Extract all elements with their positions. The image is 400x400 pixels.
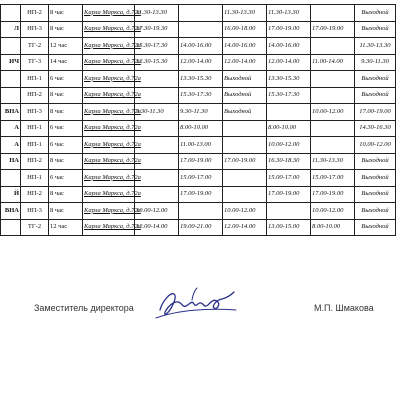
day-3-cell: 11.30-13.30 (223, 5, 267, 22)
group-cell: НП-1 (21, 120, 49, 137)
day-6-cell: 9.30-11.30 (355, 54, 396, 71)
table-row (1, 54, 396, 71)
schedule-table (0, 4, 396, 236)
day-1-cell (135, 71, 179, 88)
day-4-cell: 12.00-14.00 (267, 54, 311, 71)
group-cell: НП-2 (21, 87, 49, 104)
hours-cell: 12 час (49, 38, 83, 55)
day-2-cell: 12.00-14.00 (179, 54, 223, 71)
day-4-cell: 10.00-12.00 (267, 137, 311, 154)
signatory-name: М.П. Шмакова (314, 303, 374, 313)
day-5-cell: 10.00-12.00 (311, 104, 355, 121)
day-1-cell (135, 120, 179, 137)
day-1-cell (135, 137, 179, 154)
table-row (1, 71, 396, 88)
day-1-cell: 12.00-14.00 (135, 219, 179, 236)
day-1-cell (135, 153, 179, 170)
table-row (1, 104, 396, 121)
day-3-cell: 10.00-12.00 (223, 203, 267, 220)
signature-mark (148, 280, 243, 328)
day-4-cell: 17.00-19.00 (267, 21, 311, 38)
day-6-cell: Выходной (355, 21, 396, 38)
day-1-cell: 12.30-15.30 (135, 54, 179, 71)
hours-cell: 8 час (49, 186, 83, 203)
teacher-name-cell (1, 5, 21, 22)
day-2-cell (179, 21, 223, 38)
day-5-cell: 11.00-14.00 (311, 54, 355, 71)
group-cell: НП-1 (21, 170, 49, 187)
day-5-cell (311, 87, 355, 104)
day-3-cell: 17.00-19.00 (223, 153, 267, 170)
group-cell: НП-3 (21, 21, 49, 38)
day-6-cell: Выходной (355, 153, 396, 170)
day-6-cell: 17.00-19.00 (355, 104, 396, 121)
day-4-cell: 13.00-15.00 (267, 219, 311, 236)
day-6-cell: Выходной (355, 87, 396, 104)
teacher-name-cell: НА (1, 153, 21, 170)
day-6-cell: Выходной (355, 219, 396, 236)
day-2-cell (179, 203, 223, 220)
address-cell: Карла Маркса, д.72а (83, 219, 135, 236)
hours-cell: 6 час (49, 71, 83, 88)
hours-cell: 8 час (49, 203, 83, 220)
day-2-cell: 11.00-13.00 (179, 137, 223, 154)
teacher-name-cell: Л (1, 21, 21, 38)
table-row (1, 87, 396, 104)
address-cell: Карла Маркса, д.72а (83, 38, 135, 55)
group-cell: ТГ-2 (21, 219, 49, 236)
day-4-cell: 8.00-10.00 (267, 120, 311, 137)
teacher-name-cell (1, 38, 21, 55)
table-row (1, 120, 396, 137)
day-3-cell (223, 170, 267, 187)
hours-cell: 8 час (49, 87, 83, 104)
day-2-cell (179, 5, 223, 22)
day-6-cell: Выходной (355, 170, 396, 187)
teacher-name-cell: А (1, 137, 21, 154)
day-1-cell (135, 186, 179, 203)
group-cell: НП-2 (21, 5, 49, 22)
day-5-cell: 17.00-19.00 (311, 21, 355, 38)
day-5-cell (311, 5, 355, 22)
hours-cell: 6 час (49, 120, 83, 137)
group-cell: НП-3 (21, 203, 49, 220)
day-3-cell: Выходной (223, 71, 267, 88)
group-cell: ТГ-3 (21, 54, 49, 71)
group-cell: НП-1 (21, 137, 49, 154)
group-cell: НП-1 (21, 71, 49, 88)
signatory-title: Заместитель директора (34, 303, 134, 313)
address-cell: Карла Маркса, д.72а (83, 54, 135, 71)
address-cell: Карла Маркса, д.72а (83, 170, 135, 187)
table-row (1, 219, 396, 236)
table-row (1, 5, 396, 22)
day-1-cell (135, 87, 179, 104)
day-2-cell: 17.00-19.00 (179, 186, 223, 203)
table-row (1, 137, 396, 154)
day-4-cell: 14.00-16.00 (267, 38, 311, 55)
day-1-cell (135, 170, 179, 187)
day-6-cell: Выходной (355, 71, 396, 88)
hours-cell: 12 час (49, 219, 83, 236)
day-1-cell: 9.30-11.30 (135, 104, 179, 121)
teacher-name-cell (1, 219, 21, 236)
day-5-cell: 11.30-13.30 (311, 153, 355, 170)
address-cell: Карла Маркса, д.72а (83, 137, 135, 154)
hours-cell: 14 час (49, 54, 83, 71)
day-1-cell: 11.30-13.30 (135, 5, 179, 22)
day-6-cell: Выходной (355, 186, 396, 203)
day-4-cell: 16.30-18.30 (267, 153, 311, 170)
day-4-cell: 17.00-19.00 (267, 186, 311, 203)
day-6-cell: 11.30-13.30 (355, 38, 396, 55)
hours-cell: 8 час (49, 21, 83, 38)
address-cell: Карла Маркса, д.72а (83, 186, 135, 203)
day-2-cell: 14.00-16.00 (179, 38, 223, 55)
day-4-cell (267, 104, 311, 121)
day-2-cell: 9.30-11.30 (179, 104, 223, 121)
hours-cell: 8 час (49, 5, 83, 22)
day-2-cell: 15.00-17.00 (179, 170, 223, 187)
group-cell: НП-2 (21, 153, 49, 170)
day-5-cell (311, 120, 355, 137)
address-cell: Карла Маркса, д.72а (83, 5, 135, 22)
teacher-name-cell (1, 71, 21, 88)
day-3-cell (223, 120, 267, 137)
day-2-cell: 17.00-19.00 (179, 153, 223, 170)
table-row (1, 203, 396, 220)
day-4-cell: 13.30-15.30 (267, 71, 311, 88)
day-2-cell: 8.00-10.00 (179, 120, 223, 137)
address-cell: Карла Маркса, д.72а (83, 203, 135, 220)
day-6-cell: 14.30-16.30 (355, 120, 396, 137)
day-1-cell: 10.00-12.00 (135, 203, 179, 220)
teacher-name-cell: Й (1, 186, 21, 203)
address-cell: Карла Маркса, д.72а (83, 87, 135, 104)
hours-cell: 8 час (49, 104, 83, 121)
day-3-cell: 14.00-16.00 (223, 38, 267, 55)
day-5-cell (311, 71, 355, 88)
table-row (1, 21, 396, 38)
day-5-cell: 10.00-12.00 (311, 203, 355, 220)
group-cell: НП-3 (21, 104, 49, 121)
day-1-cell: 15.30-17.30 (135, 38, 179, 55)
group-cell: ТГ-2 (21, 38, 49, 55)
address-cell: Карла Маркса, д.72а (83, 153, 135, 170)
hours-cell: 6 час (49, 170, 83, 187)
teacher-name-cell: ВНА (1, 203, 21, 220)
table-row (1, 170, 396, 187)
teacher-name-cell: А (1, 120, 21, 137)
teacher-name-cell: ИЧ (1, 54, 21, 71)
day-1-cell: 17.30-19.30 (135, 21, 179, 38)
teacher-name-cell (1, 87, 21, 104)
day-3-cell: Выходной (223, 87, 267, 104)
day-3-cell: 12.00-14.00 (223, 54, 267, 71)
address-cell: Карла Маркса, д.72а (83, 71, 135, 88)
day-6-cell: Выходной (355, 5, 396, 22)
day-3-cell: 12.00-14.00 (223, 219, 267, 236)
day-2-cell: 19.00-21.00 (179, 219, 223, 236)
address-cell: Карла Маркса, д.72а (83, 120, 135, 137)
day-5-cell: 15.00-17.00 (311, 170, 355, 187)
address-cell: Карла Маркса, д.72а (83, 21, 135, 38)
day-4-cell (267, 203, 311, 220)
hours-cell: 6 час (49, 137, 83, 154)
day-3-cell (223, 186, 267, 203)
group-cell: НП-2 (21, 186, 49, 203)
day-2-cell: 13.30-15.30 (179, 71, 223, 88)
teacher-name-cell: ВНА (1, 104, 21, 121)
address-cell: Карла Маркса, д.72а (83, 104, 135, 121)
day-3-cell: Выходной (223, 104, 267, 121)
hours-cell: 8 час (49, 153, 83, 170)
day-5-cell (311, 38, 355, 55)
teacher-name-cell (1, 170, 21, 187)
day-2-cell: 15.30-17.30 (179, 87, 223, 104)
day-6-cell: 10.00-12.00 (355, 137, 396, 154)
table-row (1, 186, 396, 203)
table-row (1, 38, 396, 55)
day-3-cell: 16.00-18.00 (223, 21, 267, 38)
table-row (1, 153, 396, 170)
day-4-cell: 15.00-17.00 (267, 170, 311, 187)
day-4-cell: 15.30-17.30 (267, 87, 311, 104)
day-3-cell (223, 137, 267, 154)
day-5-cell: 17.00-19.00 (311, 186, 355, 203)
day-4-cell: 11.30-13.30 (267, 5, 311, 22)
day-5-cell (311, 137, 355, 154)
day-6-cell: Выходной (355, 203, 396, 220)
day-5-cell: 8.00-10.00 (311, 219, 355, 236)
